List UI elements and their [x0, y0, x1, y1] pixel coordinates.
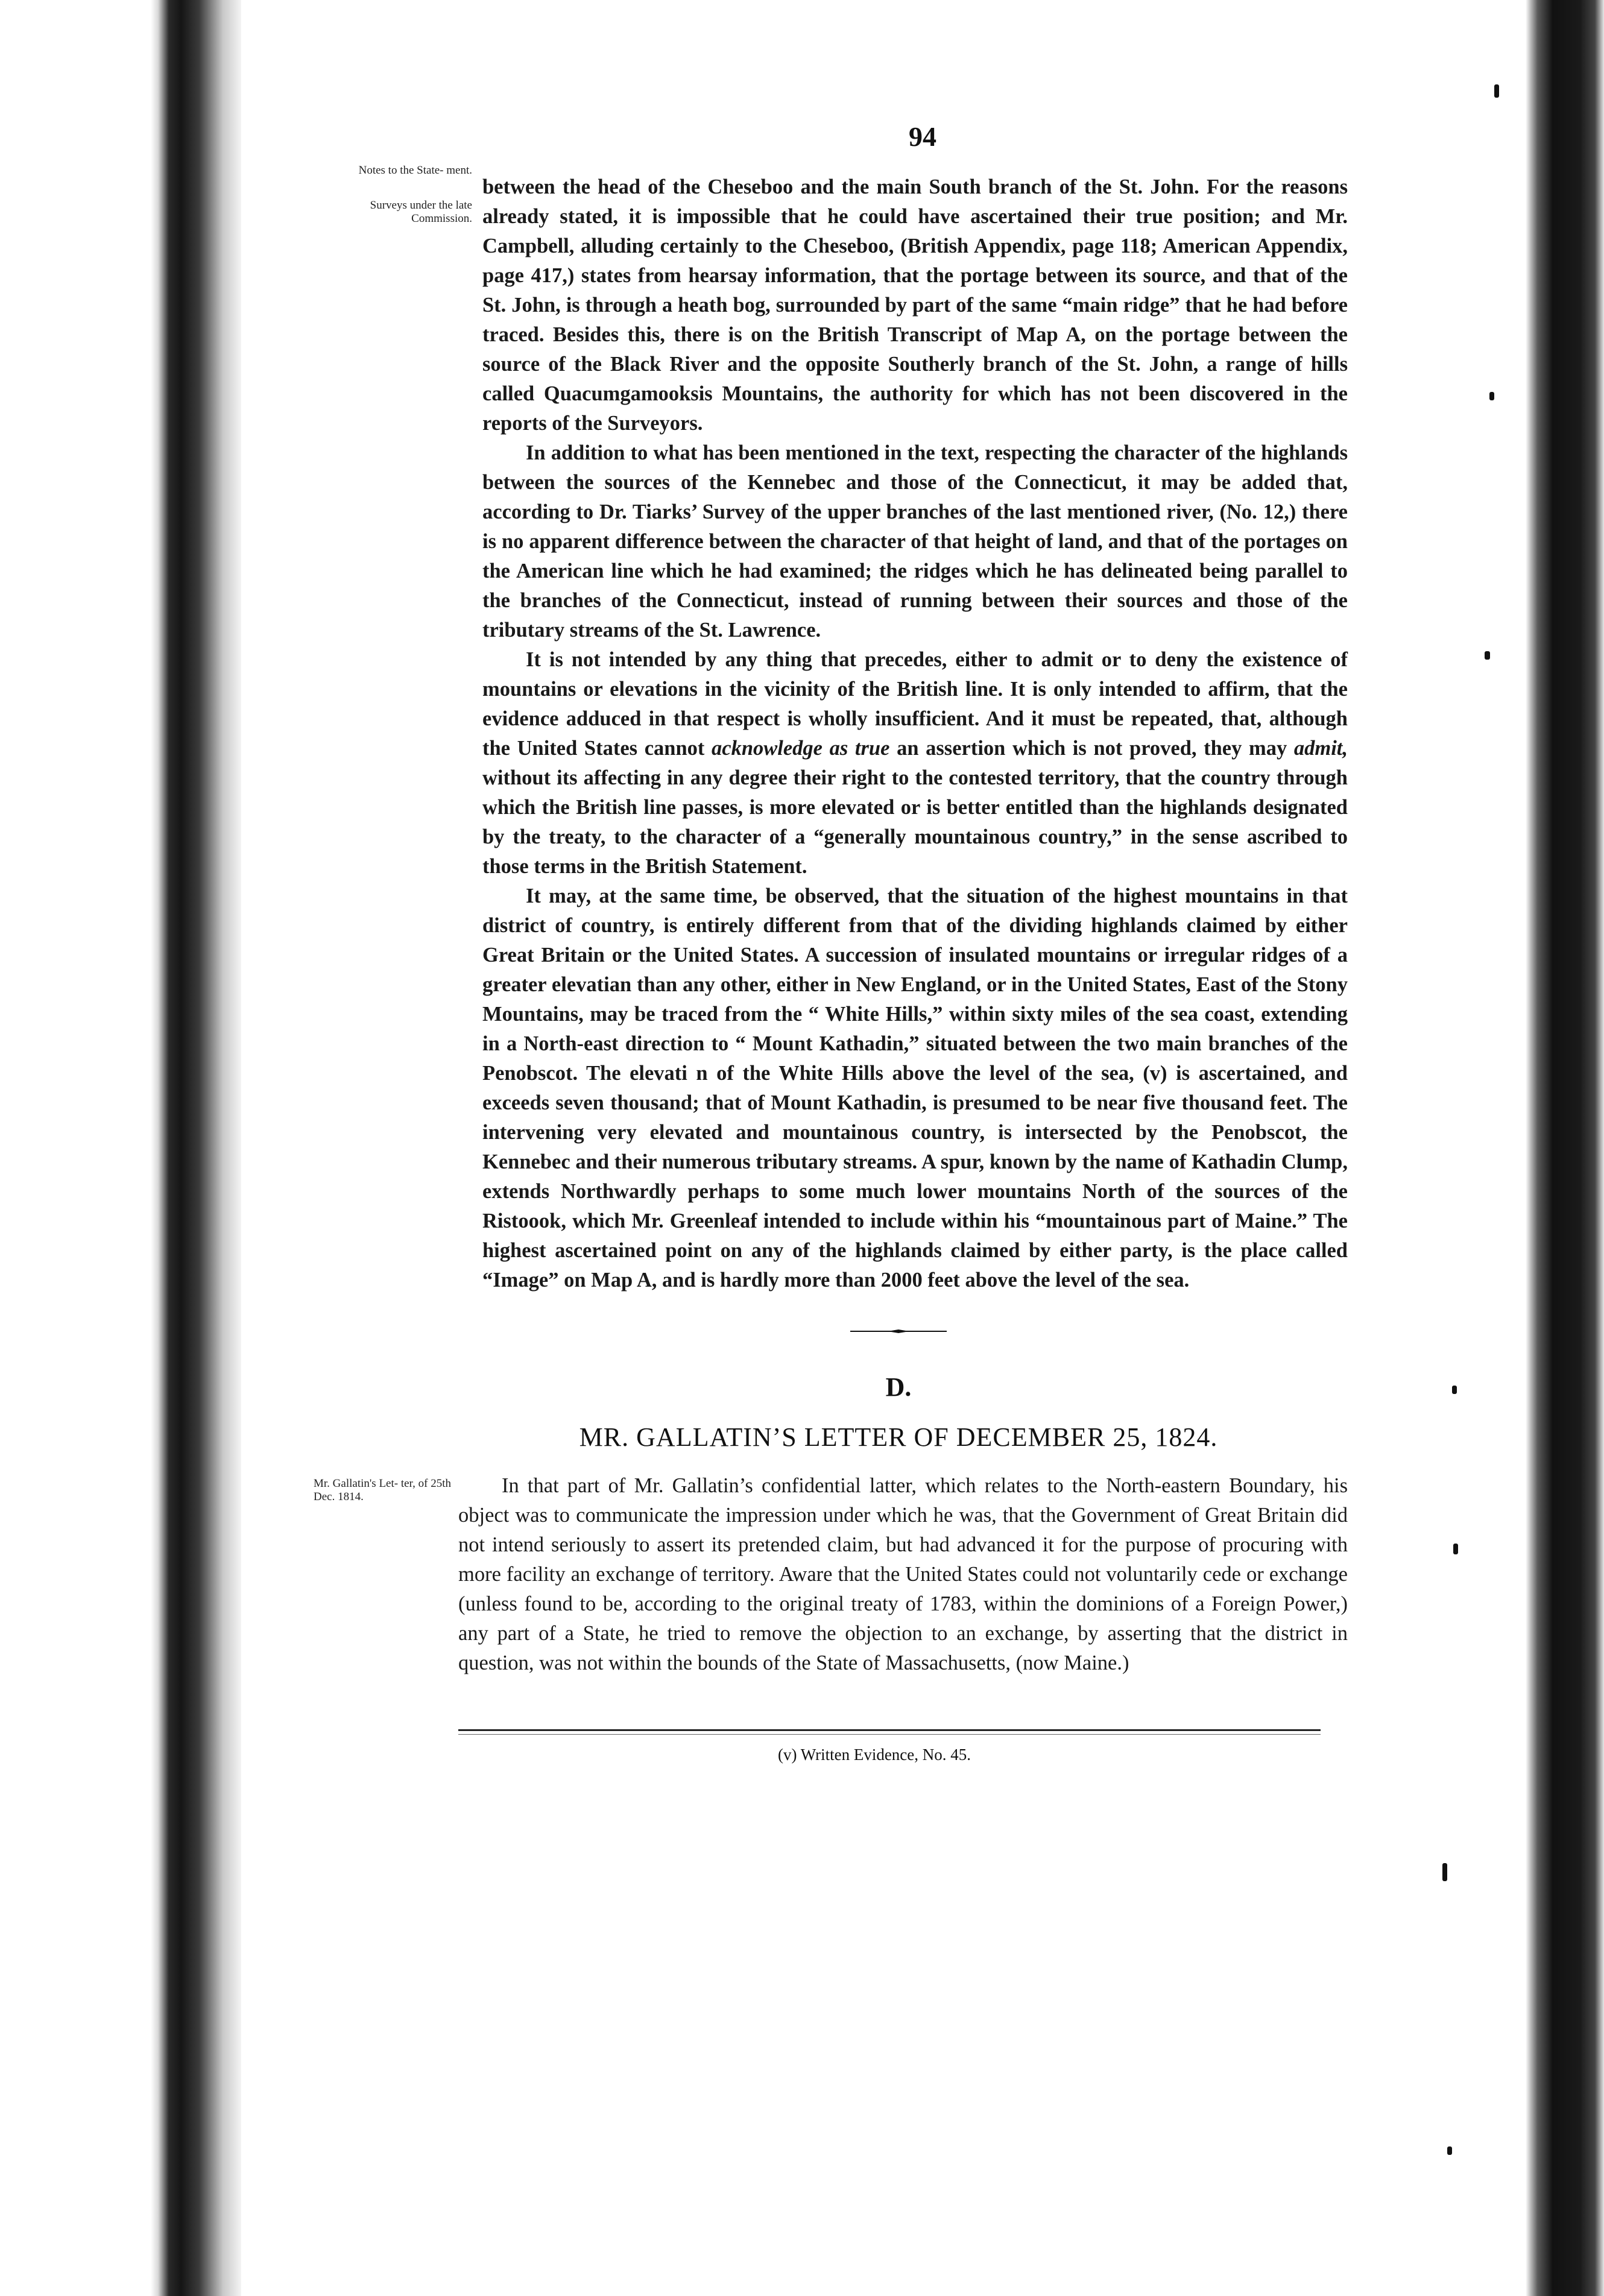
edge-mark	[1453, 1544, 1458, 1554]
edge-mark	[1485, 651, 1490, 660]
margin-note-surveys: Surveys under the late Commission.	[370, 199, 472, 225]
paragraph: It may, at the same time, be observed, that the situation of the highest mountains in that district of country, is entirely different from that of the dividing highlands claimed by either Great Britain or the United States. A succession of insulated mountains or irregular ridges of a greater elevatian than any other, either in New England, or in the United States, East of the Stony Mountains, may be traced from the “ White Hills,” within sixty miles of the sea coast, extending in a North-east direction to “ Mount Kathadin,” situated between the two main branches of the Penobscot. The elevati n of the White Hills above the level of the sea, (v) is ascertained, and exceeds seven thousand; that of Mount Kathadin, is presumed to be near five thousand feet. The intervening very elevated and mountainous country, is intersected by the Penobscot, the Kennebec and their numerous tributary streams. A spur, known by the name of Kathadin Clump, extends Northwardly perhaps to some much lower mountains North of the sources of the Ristoook, which Mr. Greenleaf intended to include within his “mountainous part of Maine.” The highest ascertained point on any of the highlands claimed by either party, is the place called “Image” on Map A, and is hardly more than 2000 feet above the level of the sea.	[482, 885, 1348, 1292]
margin-note-statement: Notes to the State- ment.	[358, 164, 472, 177]
section-heading: MR. GALLATIN’S LETTER OF DECEMBER 25, 1824.	[579, 1422, 1218, 1452]
gallatin-letter-text	[458, 1471, 1348, 1678]
edge-mark	[1494, 84, 1499, 98]
paragraph-text: an assertion which is not proved, they may	[889, 737, 1294, 760]
paragraph: In addition to what has been mentioned in the text, respecting the character of the highlands between the sources of the Kennebec and those of the Connecticut, it may be added that, according to Dr. Tiarks’ Survey of the upper branches of the last mentioned river, (No. 12,) there is no apparent difference between the character of that height of land, and that of the portages on the American line which he had examined; the ridges which he has delineated being parallel to the branches of the Connecticut, instead of running between their sources and those of the tributary streams of the St. Lawrence.	[482, 441, 1348, 642]
paragraph-text: It is not intended by any thing that precedes, either to admit or to deny the existence of mountains or elevations in the vicinity of the British line. It is only intended to affirm, that the evidence adduced in that respect is wholly insufficient. And it must be repeated, that, although the United States cannot	[482, 648, 1348, 760]
edge-mark	[1442, 1863, 1447, 1881]
paragraph	[482, 645, 1348, 882]
scan-right-shadow	[1477, 0, 1604, 2296]
footnote-rule	[458, 1734, 1321, 1735]
section-letter: D.	[885, 1372, 912, 1402]
margin-note-gallatin-letter: Mr. Gallatin's Let- ter, of 25th Dec. 1814.	[314, 1477, 451, 1503]
notes-text-column	[482, 172, 1348, 1295]
edge-mark	[1452, 1386, 1457, 1394]
paragraph: In that part of Mr. Gallatin’s confidential latter, which relates to the North-eastern Boundary, his object was to communicate the impression under which he was, that the Government of Great Britain did not intend seriously to assert its pretended claim, but had advanced it for the purpose of procuring with more facility an exchange of territory. Aware that the United States could not voluntarily cede or exchange (unless found to be, according to the original treaty of 1783, within the dominions of a Foreign Power,) any part of a State, he tried to remove the objection to an exchange, by asserting that the district in question, was not within the bounds of the State of Massachusetts, (now Maine.)	[458, 1474, 1348, 1674]
paragraph: between the head of the Cheseboo and the main South branch of the St. John. For the reasons already stated, it is impossible that he could have ascertained their true position; and Mr. Campbell, alluding certainly to the Cheseboo, (British Appendix, page 118; American Appendix, page 417,) states from hearsay information, that the portage between its source, and that of the St. John, is through a heath bog, surrounded by part of the same “main ridge” that he had before traced. Besides this, there is on the British Transcript of Map A, on the portage between the source of the Black River and the opposite Southerly branch of the St. John, a range of hills called Quacumgamooksis Mountains, the authority for which has not been discovered in the reports of the Surveyors.	[482, 175, 1348, 435]
page-number: 94	[909, 121, 936, 152]
emphasis-text: admit,	[1293, 737, 1348, 760]
section-ornament	[850, 1329, 947, 1333]
scan-left-shadow	[0, 0, 241, 2296]
edge-mark	[1489, 392, 1494, 400]
emphasis-text: acknowledge as true	[712, 737, 890, 760]
edge-mark	[1447, 2146, 1452, 2155]
paragraph-text: without its affecting in any degree their right to the contested territory, that the country through which the British line passes, is more elevated or is better entitled than the highlands designated by the treaty, to the character of a “generally mountainous country,” in the sense ascribed to those terms in the British Statement.	[482, 766, 1348, 878]
footnote-rule	[458, 1729, 1321, 1731]
footnote: (v) Written Evidence, No. 45.	[777, 1746, 971, 1764]
